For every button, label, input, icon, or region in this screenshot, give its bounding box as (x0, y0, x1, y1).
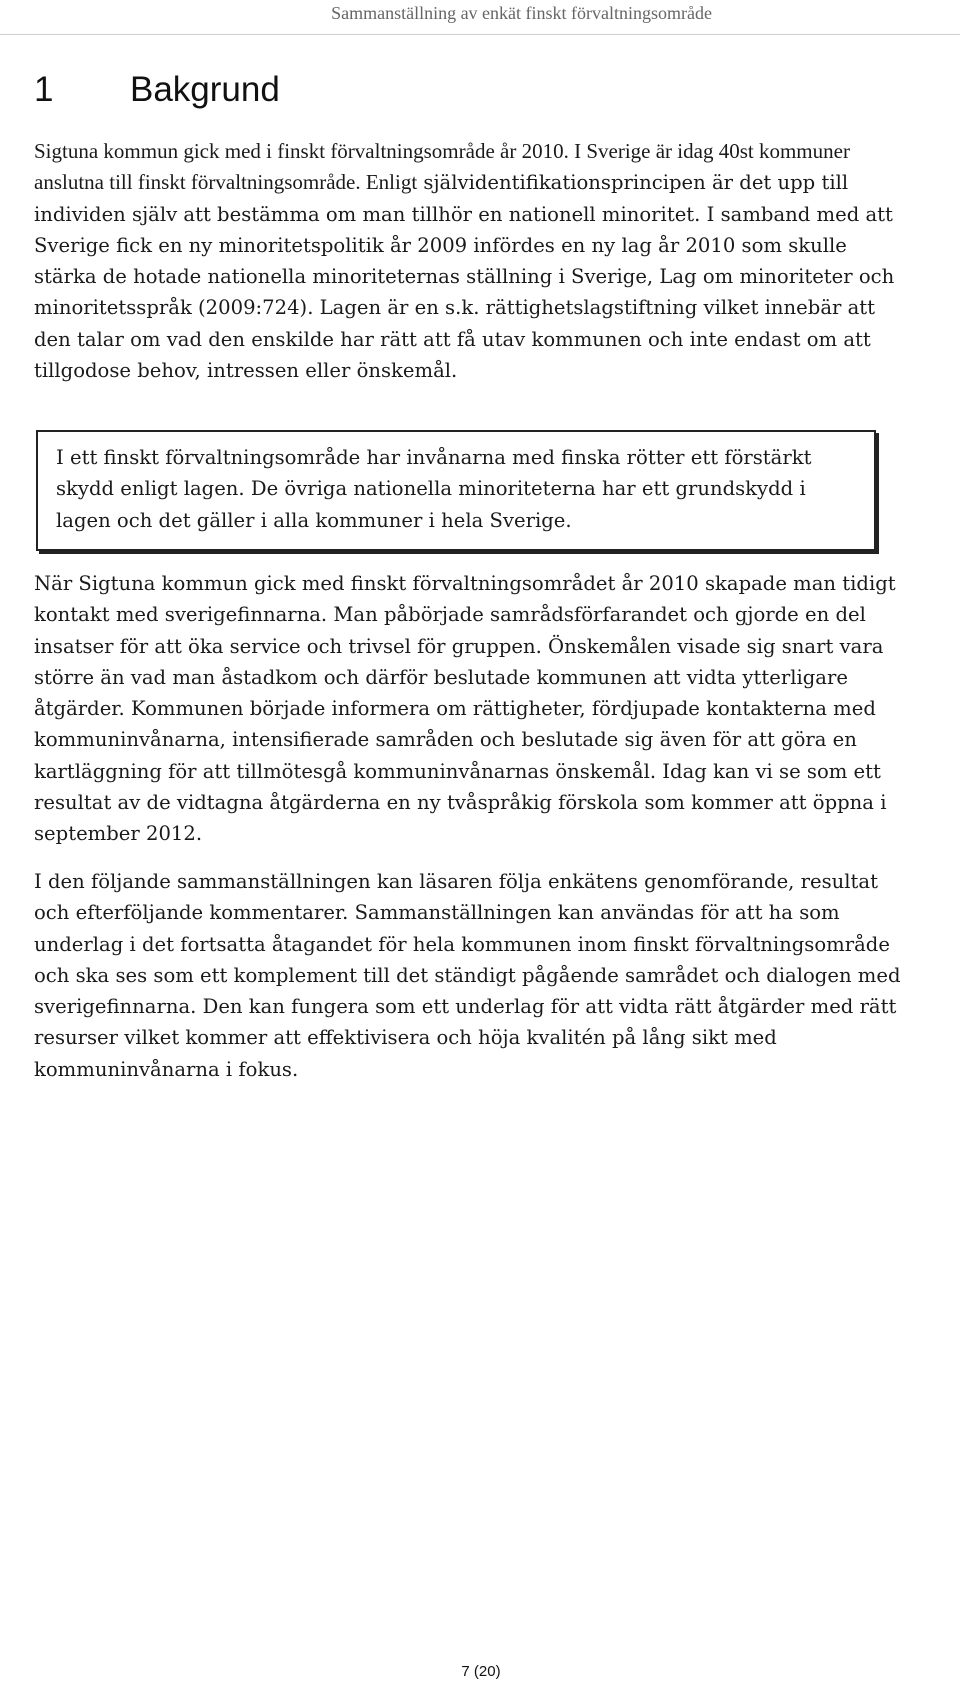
page-number-label: 7 (20) (461, 1663, 501, 1680)
paragraph-intro-rest: självidentifikationsprincipen är det upp till individen själv att bestämma om man tillhör en nationell minoritet. I samband med att Sverige fick en ny minoritetspolitik år 2009 infördes en ny lag år 2010 som skulle stärka de hotade nationella minoriteternas ställning i Sverige, Lag om minoriteter och minoritetsspråk (2009:724). Lagen är en s.k. rättighetslagstiftning vilket innebär att den talar om vad den enskilde har rätt att få utav kommunen och inte endast om att tillgodose behov, intressen eller önskemål. (34, 171, 895, 383)
paragraph-intro-lead: Sigtuna kommun gick med i finskt förvaltningsområde år 2010. I Sverige är idag 40st kommuner anslutna till finskt förvaltningsområde. Enligt (34, 139, 850, 195)
paragraph-sigtuna-actions: När Sigtuna kommun gick med finskt förvaltningsområdet år 2010 skapade man tidigt kontakt med sverigefinnarna. Man påbörjade samrådsförfarandet och gjorde en del insatser för att öka service och trivsel för gruppen. Önskemålen visade sig snart vara större än vad man åstadkom och därför beslutade kommunen att vidta ytterligare åtgärder. Kommunen började informera om rättigheter, fördjupade kontakterna med kommuninvånarna, intensifierade samråden och beslutade sig även för att göra en kartläggning för att tillmötesgå kommuninvånarnas önskemål. Idag kan vi se som ett resultat av de vidtagna åtgärderna en ny tvåspråkig förskola som kommer att öppna i september 2012. (34, 572, 896, 846)
paragraph-summary-purpose: I den följande sammanställningen kan läsaren följa enkätens genomförande, resultat och efterföljande kommentarer. Sammanställningen kan användas för att ha som underlag i det fortsatta åtagandet för hela kommunen inom finskt förvaltningsområde och ska ses som ett komplement till det ständigt pågående samrådet och dialogen med sverigefinnarna. Den kan fungera som ett underlag för att vidta rätt åtgärder med rätt resurser vilket kommer att effektivisera och höja kvalitén på lång sikt med kommuninvånarna i fokus. (34, 870, 901, 1081)
section-heading (34, 70, 280, 110)
callout-box (36, 430, 876, 551)
running-header-title: Sammanställning av enkät finskt förvaltningsområde (331, 3, 712, 23)
running-header (0, 0, 960, 35)
section-title: Bakgrund (130, 70, 280, 109)
callout-text: I ett finskt förvaltningsområde har invånarna med finska rötter ett förstärkt skydd enligt lagen. De övriga nationella minoriteterna har ett grundskydd i lagen och det gäller i alla kommuner i hela Sverige. (56, 446, 812, 532)
paragraph-background-intro (34, 136, 914, 386)
section-number: 1 (34, 70, 54, 109)
page-number (0, 1663, 960, 1680)
